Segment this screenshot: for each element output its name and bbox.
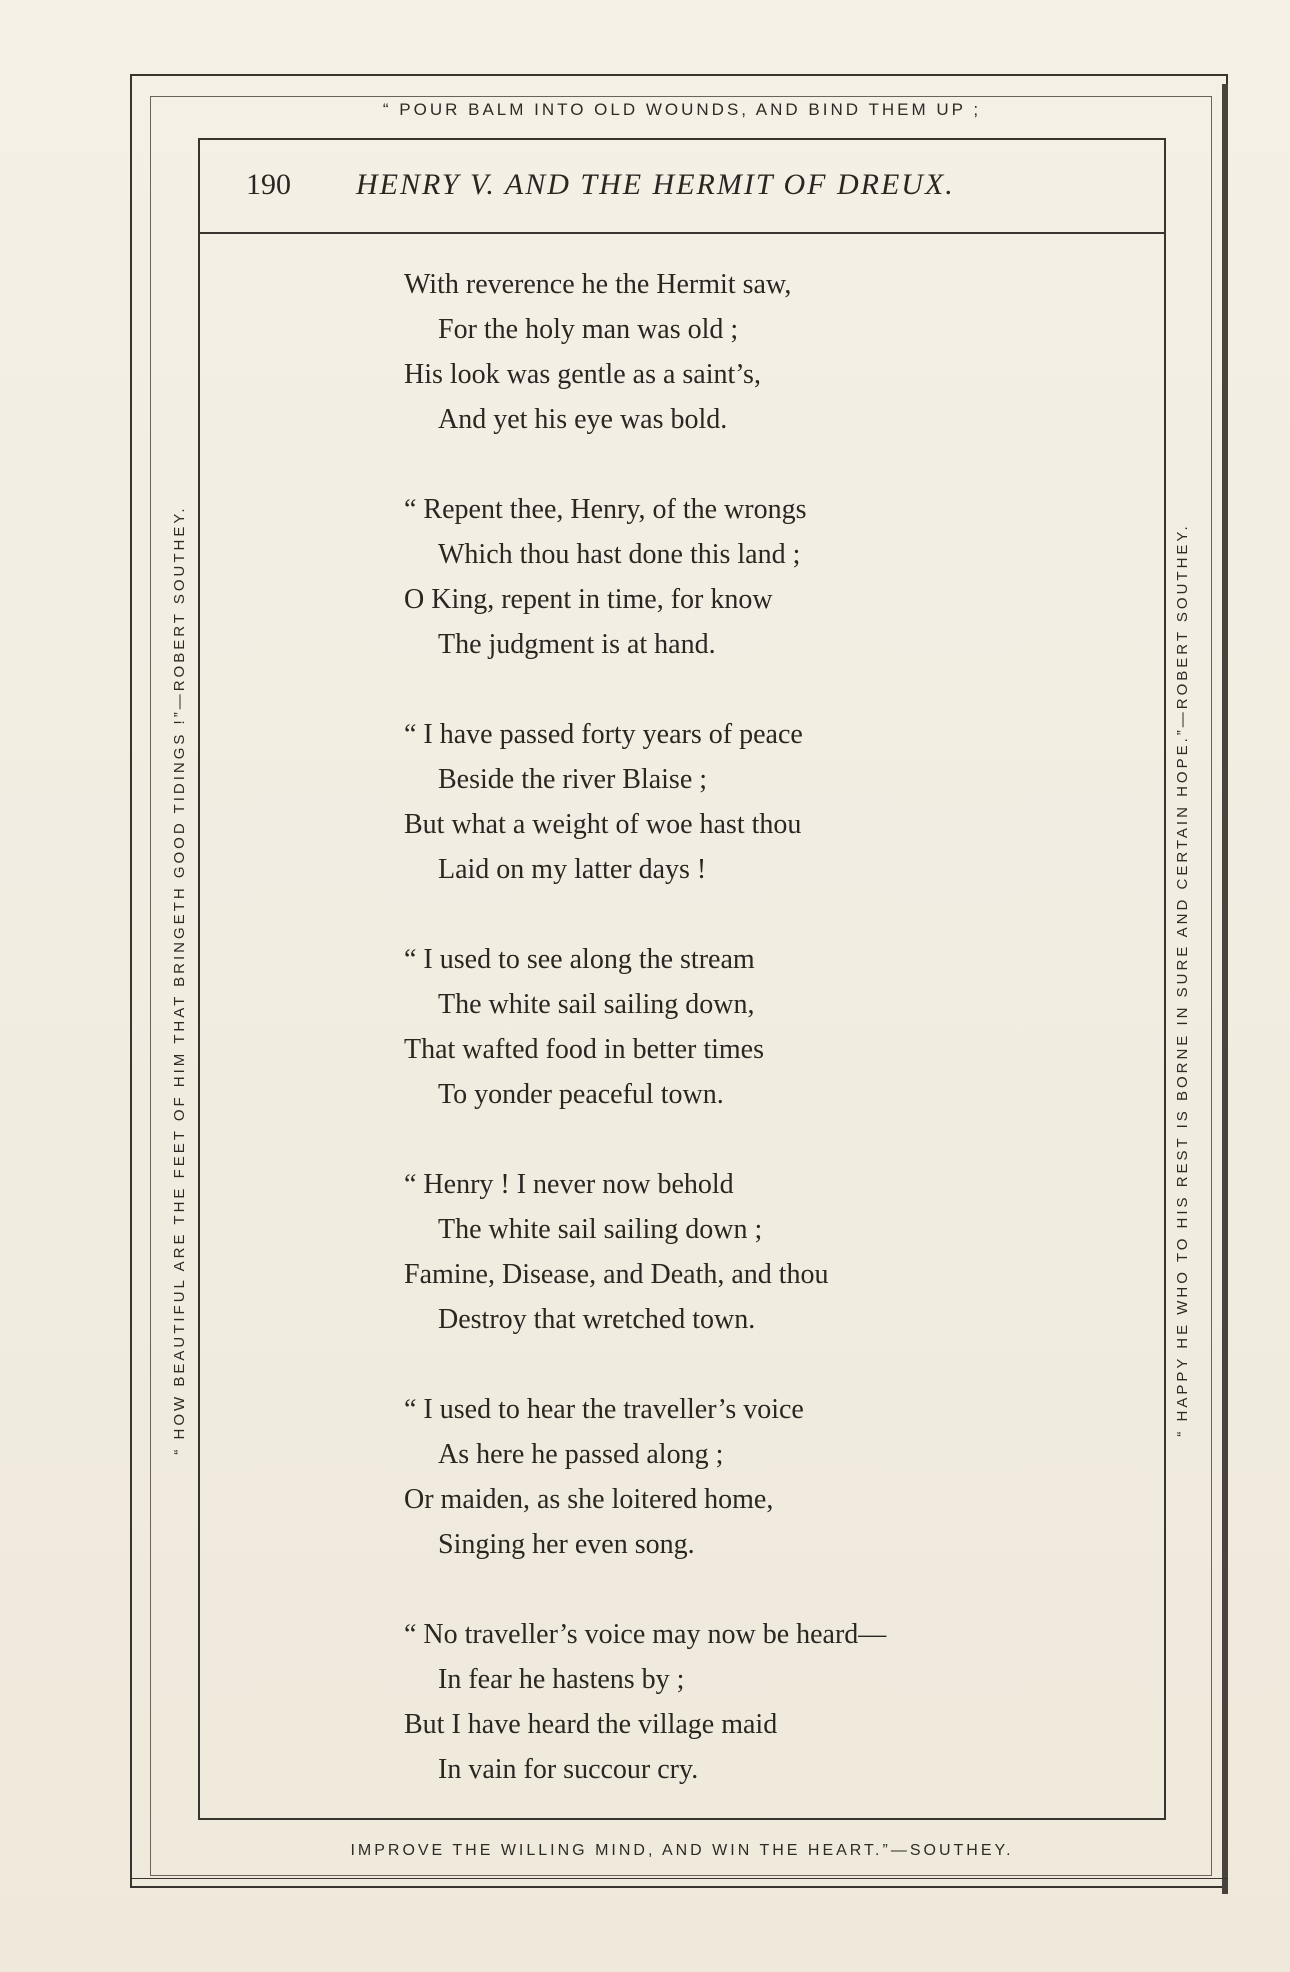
poem-line: But I have heard the village maid <box>404 1709 778 1740</box>
poem-line: Singing her even song. <box>438 1529 695 1560</box>
poem-line: The white sail sailing down, <box>438 989 755 1020</box>
poem-line: With reverence he the Hermit saw, <box>404 269 792 300</box>
stanza <box>404 1387 1104 1567</box>
stanza <box>404 487 1104 667</box>
poem-line: The judgment is at hand. <box>438 629 716 660</box>
poem-line: That wafted food in better times <box>404 1034 764 1065</box>
poem-line: As here he passed along ; <box>438 1439 724 1470</box>
poem-body <box>404 262 1104 1837</box>
poem-line: For the holy man was old ; <box>438 314 739 345</box>
stanza <box>404 262 1104 442</box>
running-title: HENRY V. AND THE HERMIT OF DREUX. <box>356 168 955 201</box>
header-rule <box>198 232 1166 234</box>
outer-border-bottom-rule <box>130 1878 1228 1879</box>
poem-line: Laid on my latter days ! <box>438 854 707 885</box>
outer-border-shadow <box>1222 84 1228 1894</box>
stanza <box>404 937 1104 1117</box>
poem-line: Or maiden, as she loitered home, <box>404 1484 774 1515</box>
top-border-motto: “ POUR BALM INTO OLD WOUNDS, AND BIND THEM UP ; <box>382 100 982 119</box>
poem-line: But what a weight of woe hast thou <box>404 809 802 840</box>
page-number: 190 <box>246 168 291 201</box>
stanza <box>404 1162 1104 1342</box>
poem-line: “ I used to hear the traveller’s voice <box>404 1394 804 1425</box>
poem-line: “ Repent thee, Henry, of the wrongs <box>404 494 807 525</box>
poem-line: The white sail sailing down ; <box>438 1214 763 1245</box>
poem-line: O King, repent in time, for know <box>404 584 773 615</box>
poem-line: “ Henry ! I never now behold <box>404 1169 734 1200</box>
poem-line: Famine, Disease, and Death, and thou <box>404 1259 829 1290</box>
poem-line: “ No traveller’s voice may now be heard— <box>404 1619 887 1650</box>
poem-line: Which thou hast done this land ; <box>438 539 801 570</box>
poem-line: “ I used to see along the stream <box>404 944 755 975</box>
left-border-motto: “ HOW BEAUTIFUL ARE THE FEET OF HIM THAT BRINGETH GOOD TIDINGS !”—ROBERT SOUTHEY. <box>171 505 188 1455</box>
bottom-border-motto: IMPROVE THE WILLING MIND, AND WIN THE HEART.”—SOUTHEY. <box>350 1842 1014 1859</box>
poem-line: Beside the river Blaise ; <box>438 764 708 795</box>
poem-line: “ I have passed forty years of peace <box>404 719 803 750</box>
poem-line: To yonder peaceful town. <box>438 1079 724 1110</box>
poem-line: And yet his eye was bold. <box>438 404 728 435</box>
stanza <box>404 712 1104 892</box>
poem-line: Destroy that wretched town. <box>438 1304 756 1335</box>
poem-line: In vain for succour cry. <box>438 1754 699 1785</box>
poem-line: His look was gentle as a saint’s, <box>404 359 761 390</box>
right-border-motto: “ HAPPY HE WHO TO HIS REST IS BORNE IN SURE AND CERTAIN HOPE.”—ROBERT SOUTHEY. <box>1174 523 1191 1437</box>
poem-line: In fear he hastens by ; <box>438 1664 685 1695</box>
stanza <box>404 1612 1104 1792</box>
